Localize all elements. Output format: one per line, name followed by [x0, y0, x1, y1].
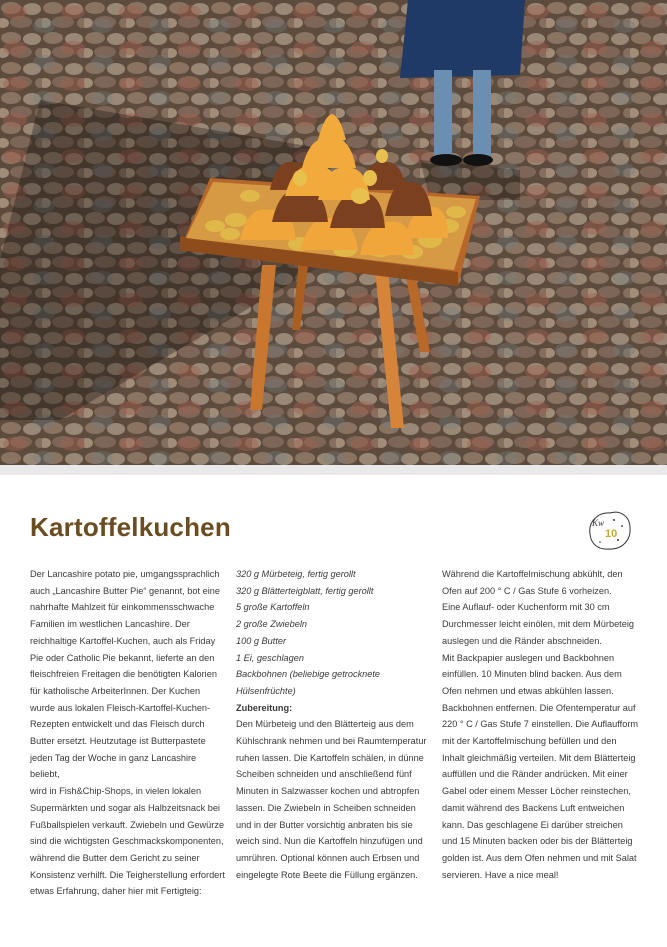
step-line: Gabel oder einem Messer Löcher reinstechen,: [442, 786, 631, 797]
prep-line: Den Mürbeteig und den Blätterteig aus dem: [236, 719, 414, 730]
prep-line: ruhen lassen. Die Kartoffeln schälen, in dünne: [236, 752, 424, 763]
intro-line: sind die wichtigsten Geschmackskomponenten,: [30, 836, 224, 847]
step-line: damit während des Backens Luft entweichen: [442, 802, 625, 813]
step-line: servieren. Have a nice meal!: [442, 869, 559, 880]
intro-column: [30, 566, 226, 900]
ingredient-item: 2 große Zwiebeln: [236, 619, 307, 630]
step-line: Eine Auflauf- oder Kuchenform mit 30 cm: [442, 602, 610, 613]
ingredient-item: 5 große Kartoffeln: [236, 602, 310, 613]
step-line: einfüllen. 10 Minuten blind backen. Aus dem: [442, 669, 622, 680]
prep-line: Kühlschrank nehmen und bei Raumtemperatur: [236, 736, 427, 747]
ingredient-item: Backbohnen (beliebige getrocknete Hülsenfrüchte): [236, 669, 381, 696]
intro-line: Familien im westlichen Lancashire. Der: [30, 619, 190, 630]
intro-line: für katholische ArbeiterInnen. Der Kuchen: [30, 685, 201, 696]
intro-line: fleischfreien Freitagen die benötigten Kalorien: [30, 669, 217, 680]
intro-line: Pie oder Catholic Pie bekannt, lieferte an den: [30, 652, 215, 663]
prep-heading: Zubereitung:: [236, 702, 293, 713]
intro-line: wurde aus lokalen Fleisch-Kartoffel-Kuchen-: [30, 702, 211, 713]
prep-line: weich sind. Nun die Kartoffeln hinzufügen und: [236, 836, 423, 847]
hero-photo: [0, 0, 667, 465]
prep-line: eingelegte Rote Beete die Füllung ergänzen.: [236, 869, 418, 880]
step-line: kann. Das geschlagene Ei darüber streichen: [442, 819, 623, 830]
prep-line: lassen. Die Zwiebeln in Scheiben schneiden: [236, 802, 416, 813]
ingredients-column: [236, 566, 432, 883]
step-line: golden ist. Aus dem Ofen nehmen und mit Salat: [442, 852, 637, 863]
page-title: Kartoffelkuchen: [30, 512, 231, 542]
intro-line: Der Lancashire potato pie, umgangssprachlich: [30, 569, 220, 579]
intro-line: Butter ersetzt. Heutzutage ist Butterpastete: [30, 736, 206, 747]
step-line: Inhalt gleichmäßig verteilen. Mit dem Blätterteig: [442, 752, 636, 763]
step-line: Ofen auf 200 ° C / Gas Stufe 6 vorheizen.: [442, 585, 612, 596]
cobblestone-scene: [0, 0, 667, 465]
step-line: auffüllen und die Ränder andrücken. Mit einer: [442, 769, 628, 780]
prep-line: Scheiben schneiden und anschließend fünf: [236, 769, 412, 780]
intro-line: Fußballspielen verkauft. Zwiebeln und Gewürze: [30, 819, 225, 830]
intro-line: nahrhafte Mahlzeit für einkommensschwache: [30, 602, 215, 613]
ingredient-item: 1 Ei, geschlagen: [236, 652, 304, 663]
intro-line: während die Butter dem Gericht zu seiner: [30, 852, 200, 863]
ingredient-item: 320 g Blätterteigblatt, fertig gerollt: [236, 585, 374, 596]
intro-line: etwas Erfahrung, daher hier mit Fertigteig:: [30, 886, 202, 897]
step-line: mit der Kartoffelmischung befüllen und den: [442, 736, 617, 747]
intro-line: Konsistenz verhilft. Die Teigherstellung erfordert: [30, 869, 225, 880]
photo-divider: [0, 465, 667, 475]
prep-text: [236, 716, 432, 883]
prep-line: umrühren. Optional können auch Erbsen und: [236, 852, 420, 863]
step-line: Backbohnen entfernen. Die Ofentemperatur auf: [442, 702, 636, 713]
intro-line: Rezepten entwickelt und das Fleisch durch: [30, 719, 205, 730]
intro-line: jeden Tag der Woche in ganz Lancashire beliebt,: [30, 752, 197, 780]
intro-line: reichhaltige Kartoffel-Kuchen, auch als Friday: [30, 635, 216, 646]
ingredient-item: 320 g Mürbeteig, fertig gerollt: [236, 569, 356, 579]
badge-kw: Kw: [592, 518, 605, 528]
ingredient-item: 100 g Butter: [236, 635, 287, 646]
steps-column: [442, 566, 642, 883]
intro-line: wird in Fish&Chip-Shops, in vielen lokalen: [30, 786, 202, 797]
step-line: auslegen und die Ränder abschneiden.: [442, 635, 602, 646]
step-line: Mit Backpapier auslegen und Backbohnen: [442, 652, 615, 663]
intro-line: auch „Lancashire Butter Pie“ genannt, bot eine: [30, 585, 220, 596]
ingredients-list: [236, 566, 432, 700]
step-line: 220 ° C / Gas Stufe 7 einstellen. Die Auflaufform: [442, 719, 639, 730]
step-line: Durchmesser leicht einölen, mit dem Mürbeteig: [442, 619, 634, 630]
week-number-badge: 10: [605, 528, 618, 540]
step-line: und 15 Minuten backen oder bis der Blätterteig: [442, 836, 633, 847]
step-line: Ofen nehmen und etwas abkühlen lassen.: [442, 685, 614, 696]
prep-line: und in der Butter vorsichtig anbraten bis sie: [236, 819, 413, 830]
prep-line: Minuten in Salzwasser kochen und abtropfen: [236, 786, 420, 797]
step-line: Während die Kartoffelmischung abkühlt, den: [442, 569, 623, 579]
intro-line: Supermärkten und sogar als Halbzeitsnack bei: [30, 802, 220, 813]
